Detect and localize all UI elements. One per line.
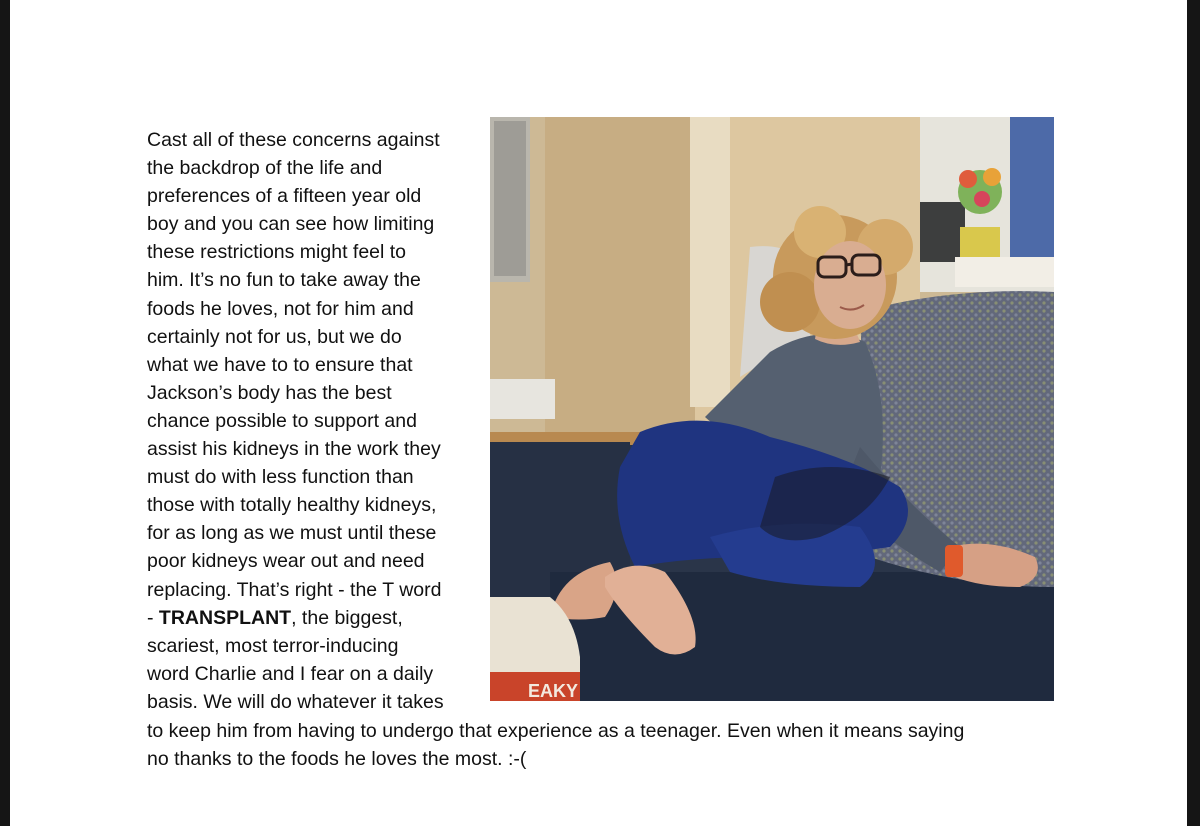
text-line: preferences of a fifteen year old xyxy=(147,185,422,208)
transplant-bold-word: TRANSPLANT xyxy=(158,606,292,629)
text-line: certainly not for us, but we do xyxy=(147,325,402,348)
text-line: boy and you can see how limiting xyxy=(147,213,435,236)
transplant-prefix: - xyxy=(147,606,159,629)
text-line: foods he loves, not for him and xyxy=(147,297,414,320)
text-line: him. It’s no fun to take away the xyxy=(147,269,421,292)
text-line: these restrictions might feel to xyxy=(147,241,407,264)
text-line: must do with less function than xyxy=(147,466,414,489)
text-line: the backdrop of the life and xyxy=(147,157,383,180)
viewer-right-border xyxy=(1187,0,1200,826)
text-line: for as long as we must until these xyxy=(147,522,437,545)
text-line: word Charlie and I fear on a daily xyxy=(147,662,434,685)
text-line: assist his kidneys in the work they xyxy=(147,438,441,461)
text-line: Jackson’s body has the best xyxy=(147,381,392,404)
paragraph-full-width-text xyxy=(147,717,964,773)
text-line: Cast all of these concerns against xyxy=(147,129,440,151)
text-line: poor kidneys wear out and need xyxy=(147,550,425,573)
text-line: basis. We will do whatever it takes xyxy=(147,690,444,713)
text-line: what we have to to ensure that xyxy=(147,353,413,376)
photo-boy-on-couch xyxy=(490,117,1054,701)
box-label: EAKY xyxy=(528,681,579,701)
text-line: scariest, most terror-inducing xyxy=(147,634,399,657)
transplant-suffix: , the biggest, xyxy=(291,606,403,629)
text-line: to keep him from having to undergo that experience as a teenager. Even when it means saying xyxy=(147,720,965,742)
document-page xyxy=(10,0,1187,826)
text-line: those with totally healthy kidneys, xyxy=(147,494,437,517)
text-line: replacing. That’s right - the T word xyxy=(147,578,442,601)
text-line: no thanks to the foods he loves the most. :-( xyxy=(147,748,527,771)
transplant-line xyxy=(147,604,444,632)
viewer-left-border xyxy=(0,0,10,826)
text-line: chance possible to support and xyxy=(147,409,417,432)
paragraph-column-text xyxy=(147,126,444,716)
